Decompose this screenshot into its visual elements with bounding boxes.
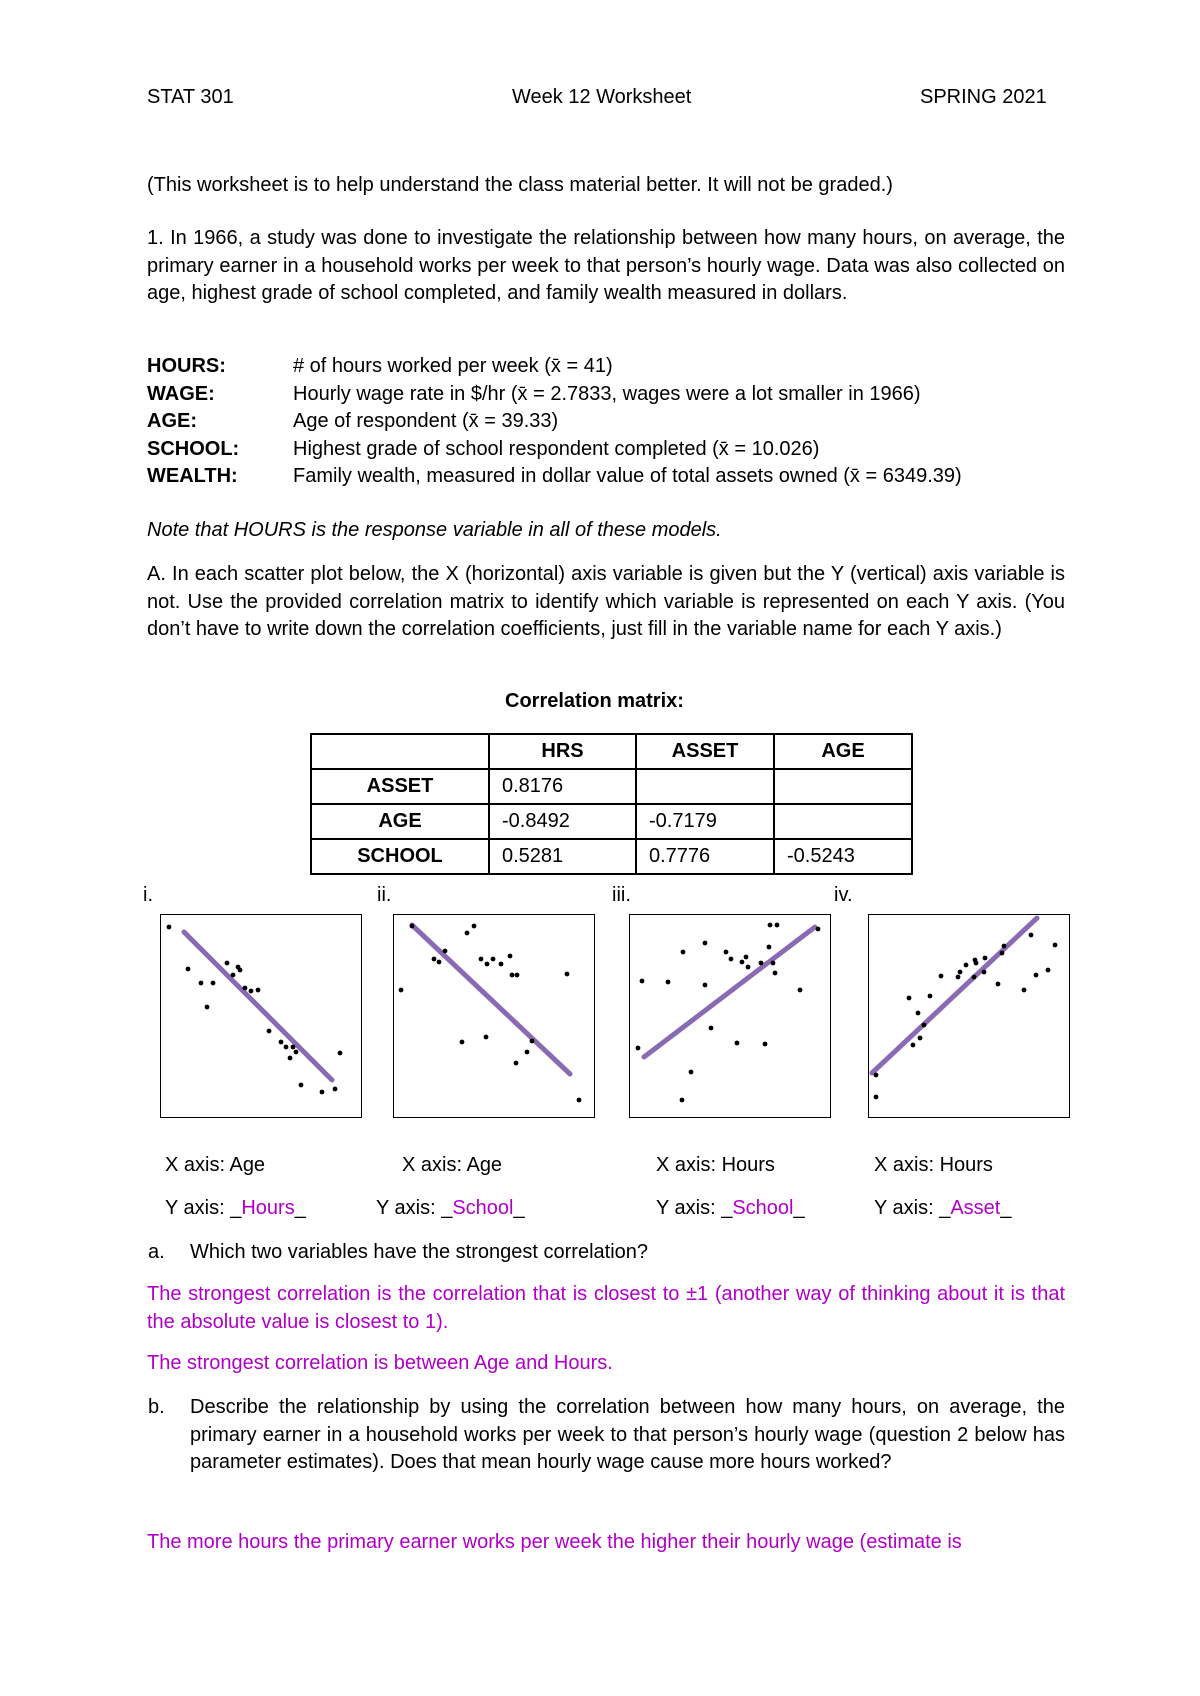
fit-line bbox=[644, 927, 815, 1057]
matrix-cell bbox=[774, 804, 912, 839]
scatter-point bbox=[243, 986, 248, 991]
matrix-header-row bbox=[311, 734, 912, 769]
scatter-point bbox=[974, 961, 979, 966]
scatter-point bbox=[491, 957, 496, 962]
matrix-row bbox=[311, 769, 912, 804]
scatter-point bbox=[1022, 988, 1027, 993]
scatter-point bbox=[907, 996, 912, 1001]
scatter-plot-iv bbox=[868, 914, 1070, 1118]
scatter-point bbox=[338, 1051, 343, 1056]
scatter-point bbox=[1034, 973, 1039, 978]
scatter-point bbox=[238, 968, 243, 973]
question-b bbox=[148, 1394, 1065, 1477]
scatter-point bbox=[724, 950, 729, 955]
definition-school bbox=[147, 436, 962, 464]
matrix-cell bbox=[636, 769, 774, 804]
y-axis-suffix: _ bbox=[793, 1197, 805, 1219]
scatter-plot-ii bbox=[393, 914, 595, 1118]
plot-numeral: iii. bbox=[612, 884, 631, 906]
scatter-point bbox=[1000, 951, 1005, 956]
part-a-instructions: A. In each scatter plot below, the X (horizontal) axis variable is given but the Y (vertical) axis variable is not. Use the provided correlation matrix to identify which variable is represented on each Y axis. (You don’t have to write down the correlation coefficients, just fill in the variable name for each Y axis.) bbox=[147, 563, 1065, 640]
definition-desc: Hourly wage rate in $/hr (x̄ = 2.7833, wages were a lot smaller in 1966) bbox=[293, 382, 921, 405]
scatter-point bbox=[964, 963, 969, 968]
scatter-point bbox=[666, 980, 671, 985]
scatter-point bbox=[211, 981, 216, 986]
scatter-point bbox=[1029, 933, 1034, 938]
scatter-point bbox=[279, 1040, 284, 1045]
scatter-point bbox=[816, 927, 821, 932]
scatter-point bbox=[515, 973, 520, 978]
y-axis-answer bbox=[376, 1197, 525, 1220]
matrix-cell: 0.5281 bbox=[489, 839, 636, 874]
plot-numeral: i. bbox=[143, 884, 153, 906]
term: SPRING 2021 bbox=[920, 86, 1047, 108]
scatter-point bbox=[437, 960, 442, 965]
scatter-point bbox=[996, 982, 1001, 987]
plot-numeral: iv. bbox=[834, 884, 853, 906]
plot-numeral: ii. bbox=[377, 884, 392, 906]
scatter-point bbox=[288, 1056, 293, 1061]
y-axis-answer-text: Asset bbox=[950, 1197, 1001, 1219]
definition-wage bbox=[147, 381, 962, 409]
correlation-matrix bbox=[310, 733, 913, 875]
x-axis-label: X axis: Hours bbox=[656, 1154, 775, 1176]
scatter-point bbox=[775, 923, 780, 928]
matrix-corner-cell bbox=[311, 734, 489, 769]
definition-term: AGE: bbox=[147, 410, 197, 432]
scatter-point bbox=[479, 957, 484, 962]
scatter-point bbox=[874, 1095, 879, 1100]
scatter-point bbox=[922, 1023, 927, 1028]
scatter-svg bbox=[869, 915, 1071, 1119]
matrix-title: Correlation matrix: bbox=[505, 690, 684, 712]
scatter-point bbox=[167, 925, 172, 930]
variable-definitions bbox=[147, 353, 962, 491]
matrix-row-header: ASSET bbox=[311, 769, 489, 804]
scatter-point bbox=[577, 1098, 582, 1103]
scatter-point bbox=[759, 961, 764, 966]
scatter-svg bbox=[630, 915, 832, 1119]
scatter-point bbox=[472, 924, 477, 929]
x-axis-label: X axis: Age bbox=[165, 1154, 266, 1176]
x-axis-label: X axis: Age bbox=[402, 1154, 503, 1176]
definition-desc: Age of respondent (x̄ = 39.33) bbox=[293, 410, 559, 432]
scatter-point bbox=[956, 975, 961, 980]
matrix-cell: -0.5243 bbox=[774, 839, 912, 874]
scatter-point bbox=[680, 1098, 685, 1103]
scatter-point bbox=[514, 1061, 519, 1066]
scatter-point bbox=[636, 1046, 641, 1051]
scatter-point bbox=[256, 988, 261, 993]
scatter-point bbox=[1053, 943, 1058, 948]
y-axis-prefix: Y axis: _ bbox=[874, 1197, 951, 1219]
scatter-point bbox=[982, 970, 987, 975]
scatter-point bbox=[294, 1050, 299, 1055]
definition-term: WAGE: bbox=[147, 382, 215, 405]
course-code: STAT 301 bbox=[147, 86, 234, 108]
response-variable-note: Note that HOURS is the response variable in all of these models. bbox=[147, 519, 722, 541]
scatter-point bbox=[768, 923, 773, 928]
scatter-point bbox=[320, 1090, 325, 1095]
scatter-point bbox=[911, 1043, 916, 1048]
definition-term: SCHOOL: bbox=[147, 437, 240, 460]
y-axis-answer bbox=[874, 1197, 1012, 1220]
scatter-point bbox=[916, 1011, 921, 1016]
matrix-cell: 0.8176 bbox=[489, 769, 636, 804]
scatter-point bbox=[1046, 968, 1051, 973]
scatter-point bbox=[771, 961, 776, 966]
definition-desc: # of hours worked per week (x̄ = 41) bbox=[293, 355, 613, 377]
scatter-point bbox=[499, 962, 504, 967]
y-axis-answer bbox=[656, 1197, 805, 1220]
y-axis-prefix: Y axis: _ bbox=[165, 1197, 242, 1219]
matrix-cell: -0.8492 bbox=[489, 804, 636, 839]
scatter-point bbox=[972, 975, 977, 980]
matrix-col-header: AGE bbox=[774, 734, 912, 769]
question-a-marker: a. bbox=[148, 1241, 165, 1263]
scatter-point bbox=[510, 973, 515, 978]
fit-line bbox=[872, 918, 1037, 1073]
scatter-point bbox=[443, 949, 448, 954]
scatter-point bbox=[333, 1087, 338, 1092]
scatter-point bbox=[530, 1039, 535, 1044]
scatter-point bbox=[744, 955, 749, 960]
question-a-text: Which two variables have the strongest correlation? bbox=[190, 1241, 649, 1263]
question-b-text: Describe the relationship by using the correlation between how many hours, on average, the primary earner in a household works per week to that person’s hourly wage (question 2 below has parameter estimates). Does that mean hourly wage cause more hours worked? bbox=[190, 1396, 1065, 1473]
scatter-point bbox=[918, 1036, 923, 1041]
matrix-row bbox=[311, 839, 912, 874]
scatter-point bbox=[205, 1005, 210, 1010]
y-axis-suffix: _ bbox=[294, 1197, 306, 1219]
scatter-point bbox=[485, 962, 490, 967]
scatter-point bbox=[735, 1041, 740, 1046]
scatter-point bbox=[640, 979, 645, 984]
scatter-point bbox=[983, 956, 988, 961]
scatter-point bbox=[249, 989, 254, 994]
scatter-svg bbox=[394, 915, 596, 1119]
scatter-point bbox=[199, 981, 204, 986]
scatter-point bbox=[689, 1070, 694, 1075]
scatter-point bbox=[484, 1035, 489, 1040]
scatter-point bbox=[465, 931, 470, 936]
scatter-point bbox=[225, 961, 230, 966]
scatter-point bbox=[763, 1042, 768, 1047]
y-axis-answer-text: School bbox=[732, 1197, 794, 1219]
scatter-point bbox=[939, 974, 944, 979]
scatter-point bbox=[186, 967, 191, 972]
y-axis-answer-text: School bbox=[452, 1197, 514, 1219]
question-1-text: 1. In 1966, a study was done to investigate the relationship between how many hours, on average, the primary earner in a household works per week to that person’s hourly wage. Data was also collected on age, highest grade of school completed, and family wealth measured in dollars. bbox=[147, 227, 1065, 304]
scatter-point bbox=[703, 983, 708, 988]
y-axis-suffix: _ bbox=[1000, 1197, 1012, 1219]
scatter-point bbox=[565, 972, 570, 977]
scatter-plot-iii bbox=[629, 914, 831, 1118]
matrix-cell: -0.7179 bbox=[636, 804, 774, 839]
y-axis-answer-text: Hours bbox=[241, 1197, 295, 1219]
scatter-point bbox=[740, 960, 745, 965]
definition-desc: Highest grade of school respondent completed (x̄ = 10.026) bbox=[293, 437, 820, 460]
scatter-point bbox=[231, 973, 236, 978]
y-axis-answer bbox=[165, 1197, 306, 1220]
scatter-plot-i bbox=[160, 914, 362, 1118]
definition-age bbox=[147, 408, 962, 436]
matrix-row-header: SCHOOL bbox=[311, 839, 489, 874]
worksheet-title: Week 12 Worksheet bbox=[512, 86, 692, 108]
y-axis-prefix: Y axis: _ bbox=[656, 1197, 733, 1219]
scatter-point bbox=[284, 1045, 289, 1050]
scatter-point bbox=[798, 988, 803, 993]
intro-note: (This worksheet is to help understand the class material better. It will not be graded.) bbox=[147, 174, 893, 196]
scatter-point bbox=[291, 1045, 296, 1050]
y-axis-suffix: _ bbox=[513, 1197, 525, 1219]
scatter-point bbox=[1002, 944, 1007, 949]
scatter-svg bbox=[161, 915, 363, 1119]
scatter-point bbox=[703, 941, 708, 946]
definition-term: WEALTH: bbox=[147, 465, 238, 487]
answer-a-2: The strongest correlation is between Age and Hours. bbox=[147, 1352, 613, 1374]
answer-a-1: The strongest correlation is the correlation that is closest to ±1 (another way of thinking about it is that the absolute value is closest to 1). bbox=[147, 1283, 1065, 1333]
fit-line bbox=[412, 925, 570, 1074]
definition-desc: Family wealth, measured in dollar value of total assets owned (x̄ = 6349.39) bbox=[293, 465, 962, 487]
scatter-point bbox=[958, 970, 963, 975]
scatter-point bbox=[525, 1050, 530, 1055]
scatter-point bbox=[746, 965, 751, 970]
question-a bbox=[148, 1239, 1065, 1267]
scatter-point bbox=[508, 954, 513, 959]
scatter-point bbox=[729, 957, 734, 962]
definition-wealth bbox=[147, 463, 962, 491]
scatter-point bbox=[399, 988, 404, 993]
question-b-marker: b. bbox=[148, 1396, 165, 1418]
definition-term: HOURS: bbox=[147, 355, 226, 377]
scatter-point bbox=[709, 1026, 714, 1031]
matrix-col-header: HRS bbox=[489, 734, 636, 769]
scatter-point bbox=[267, 1029, 272, 1034]
matrix-row bbox=[311, 804, 912, 839]
matrix-row-header: AGE bbox=[311, 804, 489, 839]
scatter-point bbox=[299, 1083, 304, 1088]
matrix-col-header: ASSET bbox=[636, 734, 774, 769]
scatter-point bbox=[773, 971, 778, 976]
y-axis-prefix: Y axis: _ bbox=[376, 1197, 453, 1219]
scatter-point bbox=[928, 994, 933, 999]
scatter-point bbox=[410, 924, 415, 929]
scatter-point bbox=[432, 957, 437, 962]
matrix-cell bbox=[774, 769, 912, 804]
scatter-point bbox=[460, 1040, 465, 1045]
definition-hours bbox=[147, 353, 962, 381]
matrix-cell: 0.7776 bbox=[636, 839, 774, 874]
scatter-point bbox=[681, 950, 686, 955]
x-axis-label: X axis: Hours bbox=[874, 1154, 993, 1176]
answer-b: The more hours the primary earner works per week the higher their hourly wage (estimate is bbox=[147, 1531, 962, 1553]
scatter-point bbox=[767, 945, 772, 950]
scatter-point bbox=[874, 1073, 879, 1078]
